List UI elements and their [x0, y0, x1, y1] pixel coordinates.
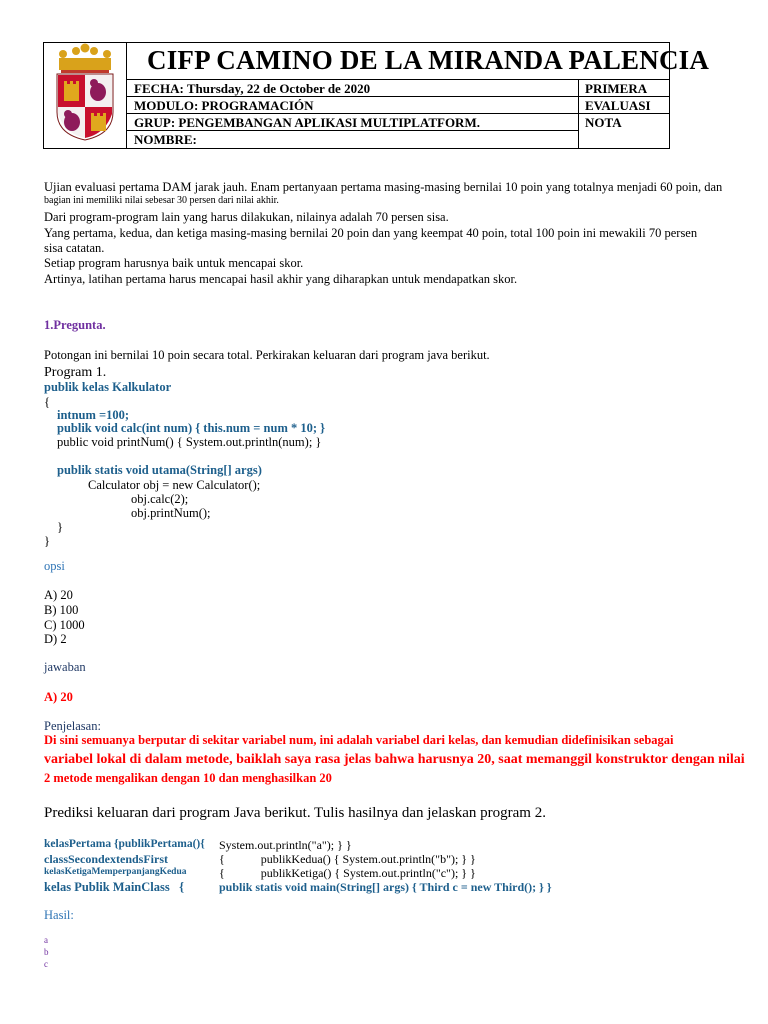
- result-line: a: [44, 935, 48, 945]
- option-a: A) 20: [44, 588, 73, 602]
- code-line: kelasPertama {publikPertama(){: [44, 838, 205, 850]
- answer-value: A) 20: [44, 690, 73, 704]
- code-line: kelasKetigaMemperpanjangKedua: [44, 867, 187, 877]
- grup-cell: GRUP: PENGEMBANGAN APLIKASI MULTIPLATFORM.: [134, 115, 480, 130]
- code-line: {: [44, 395, 50, 409]
- result-line: c: [44, 959, 48, 969]
- question-2-prompt: Prediksi keluaran dari program Java berikut. Tulis hasilnya dan jelaskan program 2.: [44, 805, 546, 821]
- option-c: C) 1000: [44, 618, 85, 632]
- explanation-label: Penjelasan:: [44, 719, 101, 733]
- code-line: publik statis void main(String[] args) { Third c = new Third(); } }: [219, 880, 552, 894]
- explanation-line: Di sini semuanya berputar di sekitar variabel num, ini adalah variabel dari kelas, dan kemudian didefinisikan sebagai: [44, 733, 674, 747]
- header-rule: [127, 79, 670, 80]
- code-line: intnum =100;: [57, 408, 130, 422]
- explanation-line: variabel lokal di dalam metode, baiklah saya rasa jelas bahwa harusnya 20, saat memanggil konstruktor dengan nilai: [44, 752, 745, 767]
- nota-cell: NOTA: [585, 115, 622, 130]
- code-line: { publikKedua() { System.out.println("b"); } }: [219, 852, 476, 866]
- result-line: b: [44, 947, 49, 957]
- code-line: System.out.println("a"); } }: [219, 838, 352, 852]
- evaluasi-cell: EVALUASI: [585, 98, 651, 113]
- code-line: obj.printNum();: [131, 506, 211, 520]
- code-line: publik statis void utama(String[] args): [57, 463, 262, 477]
- intro-line: Yang pertama, kedua, dan ketiga masing-masing bernilai 20 poin dan yang keempat 40 poin, total 100 poin ini mewakili 70 persen: [44, 226, 698, 240]
- code-line: classSecondextendsFirst: [44, 852, 168, 866]
- code-line: Calculator obj = new Calculator();: [88, 478, 261, 492]
- code-line: }: [57, 520, 63, 534]
- explanation-line: 2 metode mengalikan dengan 10 dan menghasilkan 20: [44, 771, 332, 785]
- option-d: D) 2: [44, 632, 67, 646]
- code-line: kelas Publik MainClass {: [44, 880, 185, 894]
- result-label: Hasil:: [44, 908, 74, 922]
- logo-cell: [43, 42, 127, 149]
- code-line: }: [44, 534, 50, 548]
- intro-line: Ujian evaluasi pertama DAM jarak jauh. Enam pertanyaan pertama masing-masing bernilai 10 poin yang totalnya menjadi 60 poin, dan: [44, 180, 723, 194]
- intro-line: Artinya, latihan pertama harus mencapai hasil akhir yang diharapkan untuk mendapatkan skor.: [44, 272, 518, 286]
- primera-cell: PRIMERA: [585, 81, 648, 96]
- modulo-cell: MODULO: PROGRAMACIÓN: [134, 98, 314, 113]
- answer-label: jawaban: [44, 660, 86, 674]
- nombre-cell: NOMBRE:: [134, 132, 197, 147]
- option-b: B) 100: [44, 603, 79, 617]
- intro-line: Dari program-program lain yang harus dilakukan, nilainya adalah 70 persen sisa.: [44, 210, 449, 224]
- code-line: public void printNum() { System.out.println(num); }: [57, 435, 322, 449]
- code-line: obj.calc(2);: [131, 492, 189, 506]
- intro-line: bagian ini memiliki nilai sebesar 30 persen dari nilai akhir.: [44, 195, 279, 206]
- program-1-label: Program 1.: [44, 365, 107, 380]
- fecha-cell: FECHA: Thursday, 22 de October de 2020: [134, 81, 371, 96]
- intro-line: Setiap program harusnya baik untuk mencapai skor.: [44, 256, 304, 270]
- school-title: CIFP CAMINO DE LA MIRANDA PALENCIA: [147, 45, 710, 75]
- code-line: publik kelas Kalkulator: [44, 380, 172, 394]
- code-line: { publikKetiga() { System.out.println("c"); } }: [219, 866, 476, 880]
- intro-line: sisa catatan.: [44, 241, 105, 255]
- coat-of-arms-logo: [43, 42, 127, 149]
- question-1-heading: 1.Pregunta.: [44, 318, 106, 332]
- header-divider: [578, 79, 579, 149]
- options-label: opsi: [44, 559, 65, 573]
- question-1-description: Potongan ini bernilai 10 poin secara total. Perkirakan keluaran dari program java berikut.: [44, 348, 490, 362]
- code-line: publik void calc(int num) { this.num = num * 10; }: [57, 421, 326, 435]
